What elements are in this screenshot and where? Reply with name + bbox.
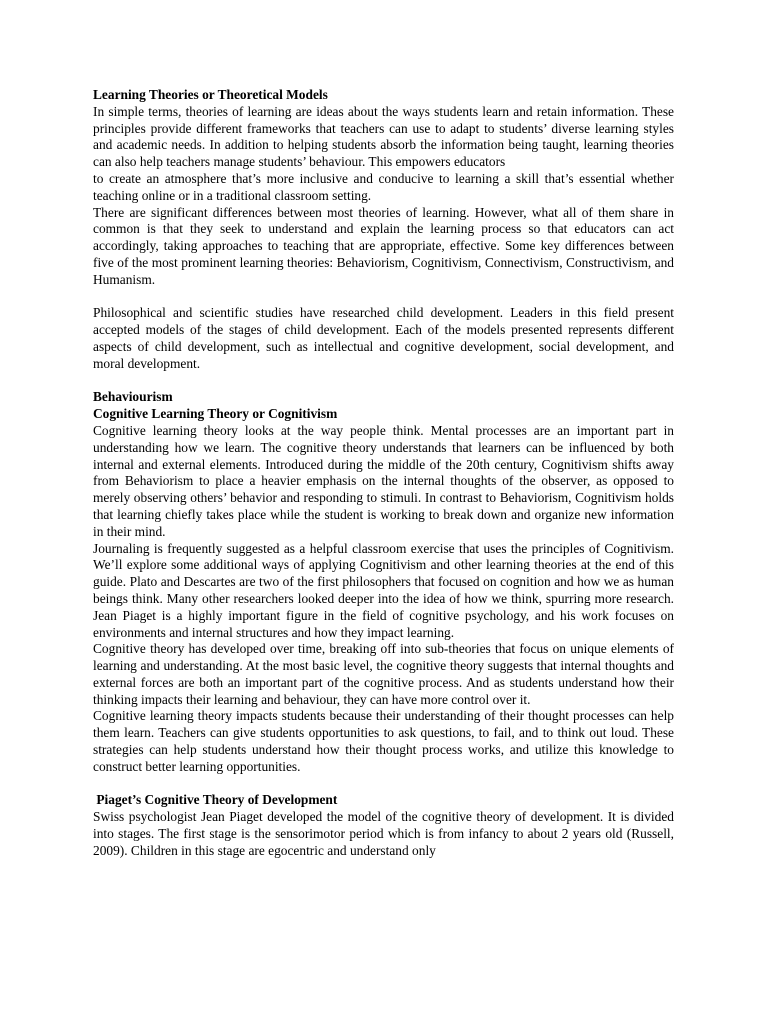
paragraph-cognitive-theory: Cognitive learning theory looks at the way people think. Mental processes are an important part in understanding how we learn. The cognitive theory understands that learners can be influenced by both internal and external elements. Introduced during the middle of the 20th century, Cognitivism shifts away from Behaviorism to place a heavier emphasis on the internal thoughts of the observer, as opposed to merely observing others’ behavior and responding to stimuli. In contrast to Behaviorism, Cognitivism holds that learning chiefly takes place while the student is working to break down and organize new information in their mind. xyxy=(93,422,674,539)
paragraph-child-development: Philosophical and scientific studies have researched child development. Leaders in this field present accepted models of the stages of child development. Each of the models presented represents different aspects of child development, such as intellectual and cognitive development, social development, and moral development. xyxy=(93,305,674,371)
document-page xyxy=(93,87,674,860)
section-heading-behaviourism: Behaviourism xyxy=(93,389,173,405)
paragraph-piaget: Swiss psychologist Jean Piaget developed the model of the cognitive theory of development. It is divided into stages. The first stage is the sensorimotor period which is from infancy to about 2 years old (Russell, 2009). Children in this stage are egocentric and understand only xyxy=(93,809,674,858)
paragraph-journaling: Journaling is frequently suggested as a helpful classroom exercise that uses the principles of Cognitivism. We’ll explore some additional ways of applying Cognitivism and other learning theories at the end of this guide. Plato and Descartes are two of the first philosophers that focused on cognition and how we as human beings think. Many other researchers looked deeper into the idea of how we think, spurring more research. Jean Piaget is a highly important figure in the field of cognitive psychology, and his work focuses on environments and internal structures and how they impact learning. xyxy=(93,540,674,640)
paragraph-theories-intro: In simple terms, theories of learning are ideas about the ways students learn and retain information. These principles provide different frameworks that teachers can use to adapt to students’ diverse learning styles and academic needs. In addition to helping students absorb the information being taught, learning theories can also help teachers manage students’ behaviour. This empowers educators xyxy=(93,103,674,170)
section-heading-cognitivism: Cognitive Learning Theory or Cognitivism xyxy=(93,406,338,422)
paragraph-cognitive-development: Cognitive theory has developed over time, breaking off into sub-theories that focus on unique elements of learning and understanding. At the most basic level, the cognitive theory suggests that internal thoughts and external forces are both an important part of the cognitive process. And as students understand how their thinking impacts their learning and behaviour, they can have more control over it. xyxy=(93,641,674,707)
section-heading-learning-theories: Learning Theories or Theoretical Models xyxy=(93,87,328,102)
blank-line xyxy=(93,289,674,306)
blank-line xyxy=(93,776,674,793)
paragraph-theories-atmosphere: to create an atmosphere that’s more inclusive and conducive to learning a skill that’s essential whether teaching online or in a traditional classroom setting. xyxy=(93,170,674,203)
paragraph-theories-differences: There are significant differences between most theories of learning. However, what all of them share in common is that they seek to understand and explain the learning process so that educators can act accordingly, taking approaches to teaching that are appropriate, effective. Some key differences between five of the most prominent learning theories: Behaviorism, Cognitivism, Connectivism, Constructivism, and Humanism. xyxy=(93,204,674,287)
section-heading-piaget: Piaget’s Cognitive Theory of Development xyxy=(93,792,338,808)
blank-line xyxy=(93,373,674,390)
paragraph-cognitive-impact: Cognitive learning theory impacts students because their understanding of their thought processes can help them learn. Teachers can give students opportunities to ask questions, to fail, and to think out loud. These strategies can help students understand how their thought process works, and utilize this knowledge to construct better learning opportunities. xyxy=(93,708,674,774)
